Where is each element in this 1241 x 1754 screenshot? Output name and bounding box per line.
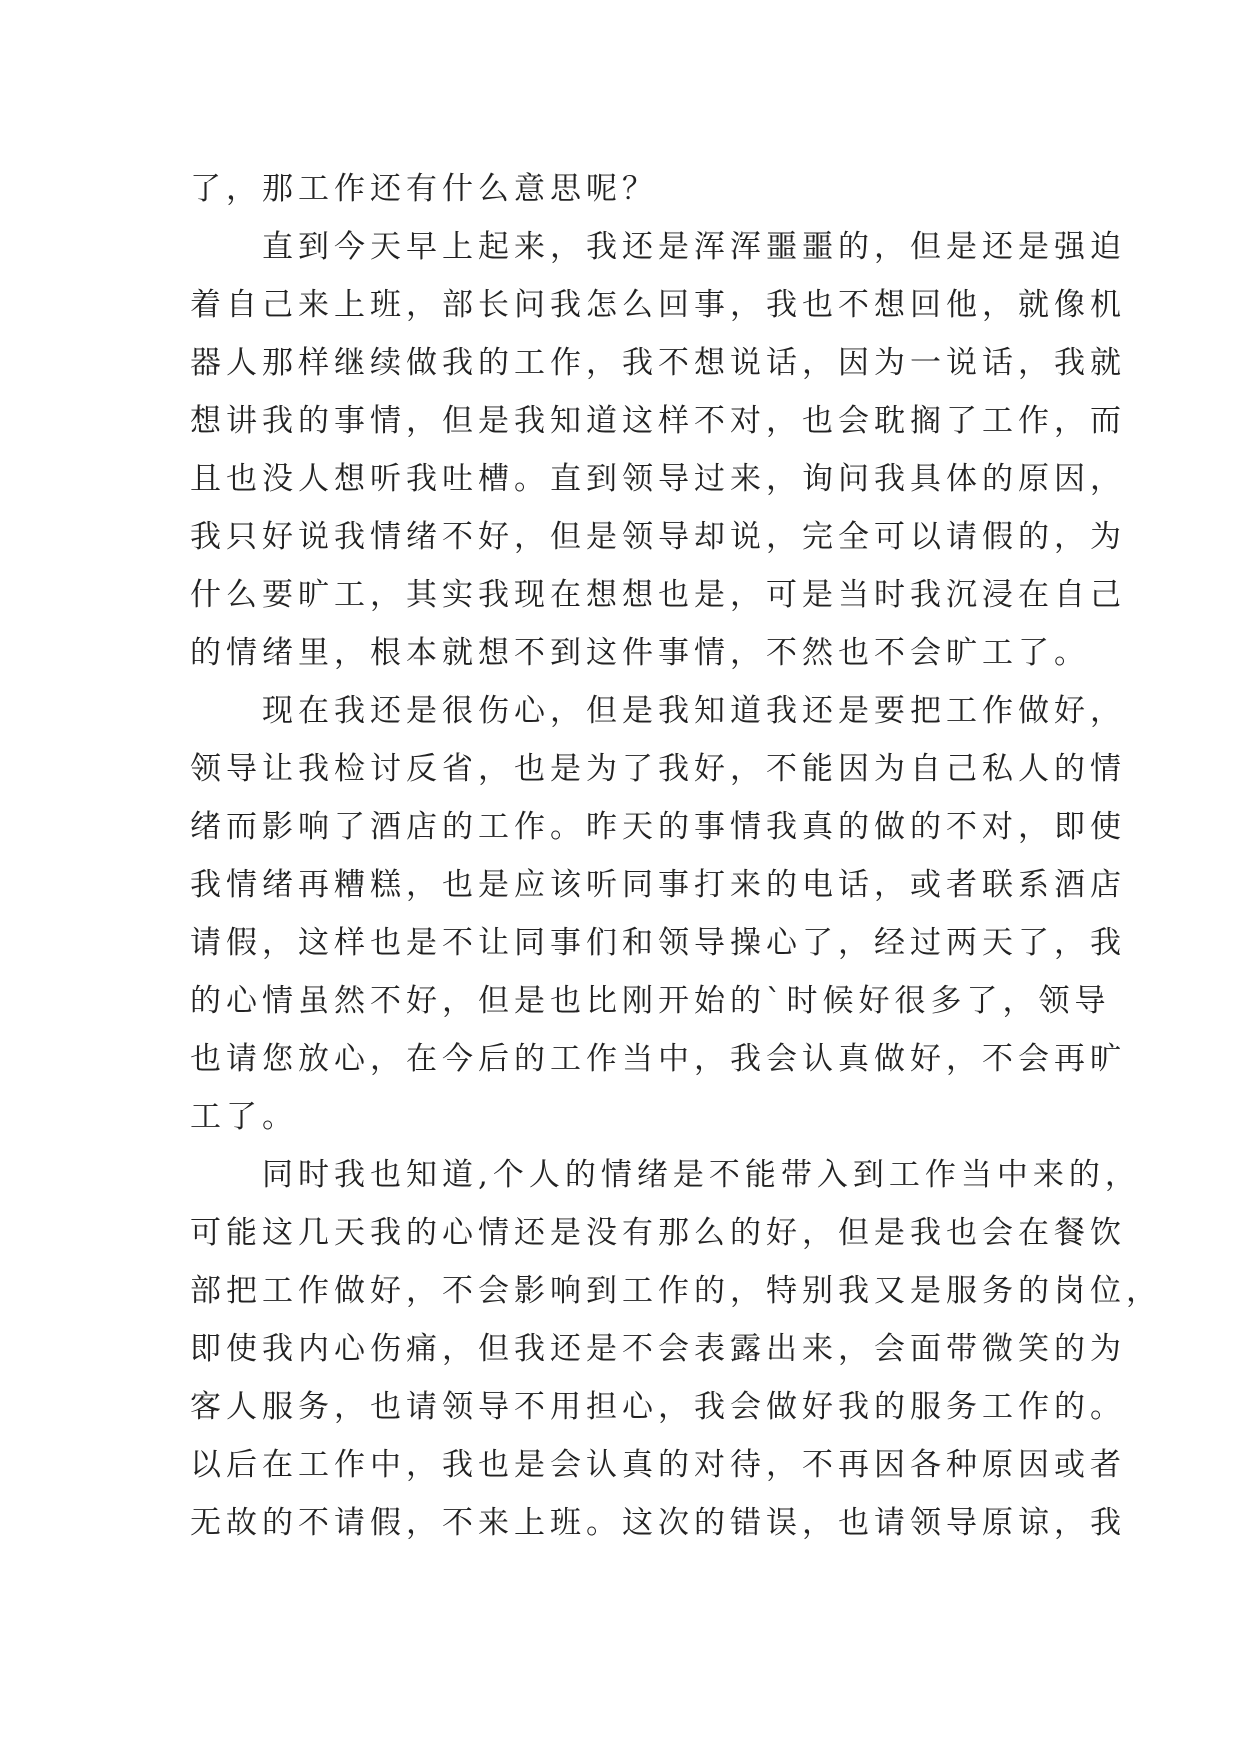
text-line: 以后在工作中，我也是会认真的对待，不再因各种原因或者 <box>190 1447 1126 1483</box>
text-line: 客人服务，也请领导不用担心，我会做好我的服务工作的。 <box>190 1389 1126 1425</box>
text-line: 现在我还是很伤心，但是我知道我还是要把工作做好， <box>190 693 1126 729</box>
text-line: 想讲我的事情，但是我知道这样不对，也会耽搁了工作，而 <box>190 403 1126 439</box>
text-line: 可能这几天我的心情还是没有那么的好，但是我也会在餐饮 <box>190 1215 1126 1251</box>
text-line: 也请您放心，在今后的工作当中，我会认真做好，不会再旷 <box>190 1041 1126 1077</box>
text-line: 器人那样继续做我的工作，我不想说话，因为一说话，我就 <box>190 345 1126 381</box>
text-line: 我情绪再糟糕，也是应该听同事打来的电话，或者联系酒店 <box>190 867 1126 903</box>
text-line: 什么要旷工，其实我现在想想也是，可是当时我沉浸在自己 <box>190 577 1126 613</box>
text-line: 着自己来上班，部长问我怎么回事，我也不想回他，就像机 <box>190 287 1126 323</box>
text-line: 部把工作做好，不会影响到工作的，特别我又是服务的岗位， <box>190 1273 1162 1309</box>
text-line: 直到今天早上起来，我还是浑浑噩噩的，但是还是强迫 <box>190 229 1126 265</box>
text-line: 我只好说我情绪不好，但是领导却说，完全可以请假的，为 <box>190 519 1126 555</box>
body-text <box>190 160 1162 1552</box>
text-line: 领导让我检讨反省，也是为了我好，不能因为自己私人的情 <box>190 751 1126 787</box>
text-line: 同时我也知道,个人的情绪是不能带入到工作当中来的， <box>190 1157 1141 1193</box>
text-line: 的情绪里，根本就想不到这件事情，不然也不会旷工了。 <box>190 635 1090 671</box>
text-line: 即使我内心伤痛，但我还是不会表露出来，会面带微笑的为 <box>190 1331 1126 1367</box>
text-line: 请假，这样也是不让同事们和领导操心了，经过两天了，我 <box>190 925 1126 961</box>
text-line: 的心情虽然不好，但是也比刚开始的`时候好很多了，领导 <box>190 983 1111 1019</box>
text-line: 无故的不请假，不来上班。这次的错误，也请领导原谅，我 <box>190 1505 1126 1541</box>
text-line: 且也没人想听我吐槽。直到领导过来，询问我具体的原因， <box>190 461 1126 497</box>
text-line: 绪而影响了酒店的工作。昨天的事情我真的做的不对，即使 <box>190 809 1126 845</box>
text-line: 了，那工作还有什么意思呢？ <box>190 171 658 207</box>
text-line: 工了。 <box>190 1099 298 1135</box>
